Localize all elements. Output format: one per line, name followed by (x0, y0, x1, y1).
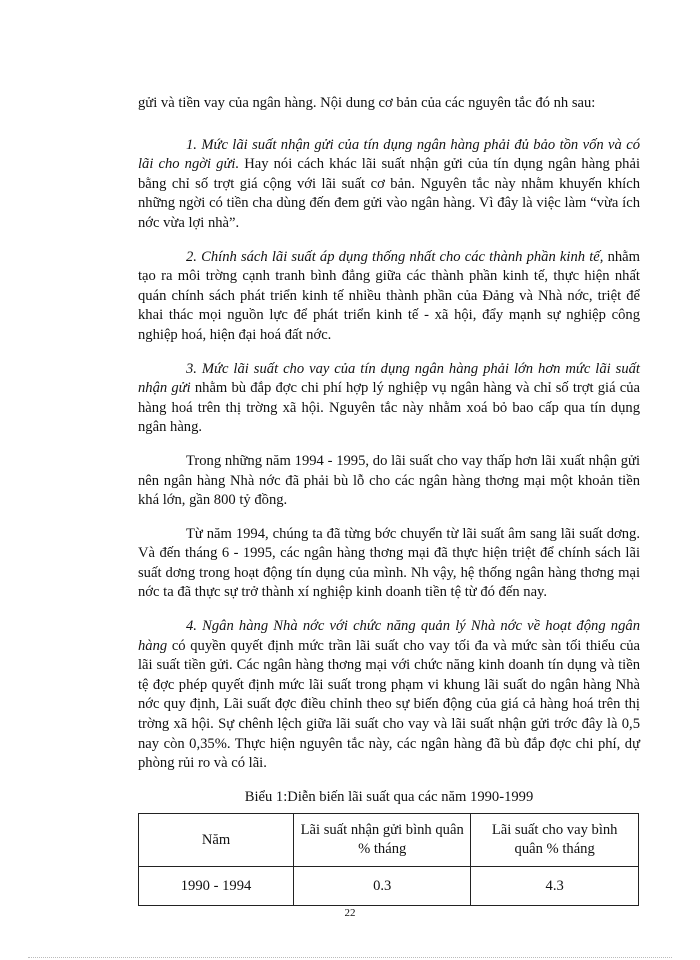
paragraph-intro: gửi và tiền vay của ngân hàng. Nội dung cơ bản của các nguyên tắc đó nh sau: (138, 95, 596, 111)
principle-3-text: nhằm bù đắp đợc chi phí hợp lý nghiệp vụ ngân hàng và chỉ số trợt giá của hàng hoá trên thị trờng xã hội. Nguyên tắc này nhằm xoá bỏ bao cấp qua tín dụng ngân hàng. (138, 380, 640, 436)
cell-year: 1990 - 1994 (139, 867, 294, 906)
principle-2-text: nhằm tạo ra môi trờng cạnh tranh bình đẳng giữa các thành phần kinh tế, thực hiện nhất quán chính sách phát triển kinh tế nhiều thành phần của Đảng và Nhà nớc, triệt để khai thác mọi nguồn lực để phát triển kinh tế - xã hội, đẩy mạnh sự nghiệp công nghiệp hoá, hiện đại hoá đất nớc. (138, 248, 640, 343)
paragraph-principle-1 (138, 136, 640, 234)
interest-rate-table (138, 813, 639, 906)
page-number: 22 (344, 907, 356, 919)
paragraph-positive-rate: Từ năm 1994, chúng ta đã từng bớc chuyển từ lãi suất âm sang lãi suất dơng. Và đến tháng 6 - 1995, các ngân hàng thơng mại đã thực hiện triệt để chính sách lãi suất dơng trong hoạt động tín dụng của mình. Nh vậy, hệ thống ngân hàng thơng mại nớc ta đã thực sự trở thành xí nghiệp kinh doanh tiền tệ từ đó đến nay. (138, 525, 640, 601)
cell-lending-rate: 4.3 (471, 867, 639, 906)
principle-1-heading: 1. Mức lãi suất nhận gửi của tín dụng ngân hàng phải đủ bảo tồn vốn và có lãi cho ngời gửi. (138, 136, 640, 173)
footer-divider (28, 957, 672, 958)
principle-1-text: Hay nói cách khác lãi suất nhận gửi của tín dụng ngân hàng phải bằng chỉ số trợt giá cộng với lãi suất cơ bản. Nguyên tắc này nhằm khuyến khích những ngời có tiền cha dùng đến đem gửi vào ngân hàng. Vì đây là việc làm “vừa ích nớc vừa lợi nhà”. (138, 156, 641, 231)
table-header-row (139, 814, 639, 867)
table-row (139, 867, 639, 906)
header-lending-rate: Lãi suất cho vay bình quân % tháng (471, 814, 639, 867)
principle-4-text: có quyền quyết định mức trần lãi suất cho vay tối đa và mức sàn tối thiểu của lãi suất tiền gửi. Các ngân hàng thơng mại với chức năng kinh doanh tín dụng và tiền tệ đợc phép quyết định mức lãi suất trong phạm vi khung lãi suất do ngân hàng Nhà nớc quy định, Lãi suất đợc điều chỉnh theo sự biến động của giá cả hàng hoá trên thị trờng xã hội. Sự chênh lệch giữa lãi suất cho vay và lãi suất nhận gửi trớc đây là 0,5 nay còn 0,35%. Thực hiện nguyên tắc này, các ngân hàng đã bù đắp đợc chi phí, dự phòng rủi ro và có lãi. (138, 637, 640, 772)
cell-deposit-rate: 0.3 (294, 867, 471, 906)
header-year: Năm (139, 814, 294, 867)
table-caption: Biểu 1:Diễn biến lãi suất qua các năm 1990-1999 (244, 788, 534, 805)
header-deposit-rate: Lãi suất nhận gửi bình quân % tháng (294, 814, 471, 867)
principle-3-heading: 3. Mức lãi suất cho vay của tín dụng ngân hàng phải lớn hơn mức lãi suất nhận gửi (138, 360, 640, 397)
paragraph-principle-4 (138, 617, 640, 774)
body-text (138, 94, 640, 906)
principle-2-heading: 2. Chính sách lãi suất áp dụng thống nhất cho các thành phần kinh tế, (186, 248, 604, 265)
paragraph-principle-3 (138, 360, 640, 438)
paragraph-principle-2 (138, 248, 640, 346)
paragraph-1994-1995: Trong những năm 1994 - 1995, do lãi suất cho vay thấp hơn lãi xuất nhận gửi nên ngân hàng Nhà nớc đã phải bù lỗ cho các ngân hàng thơng mại một khoản tiền khá lớn, gần 800 tỷ đồng. (138, 452, 640, 509)
principle-4-heading: 4. Ngân hàng Nhà nớc với chức năng quản lý Nhà nớc về hoạt động ngân hàng (138, 618, 640, 654)
